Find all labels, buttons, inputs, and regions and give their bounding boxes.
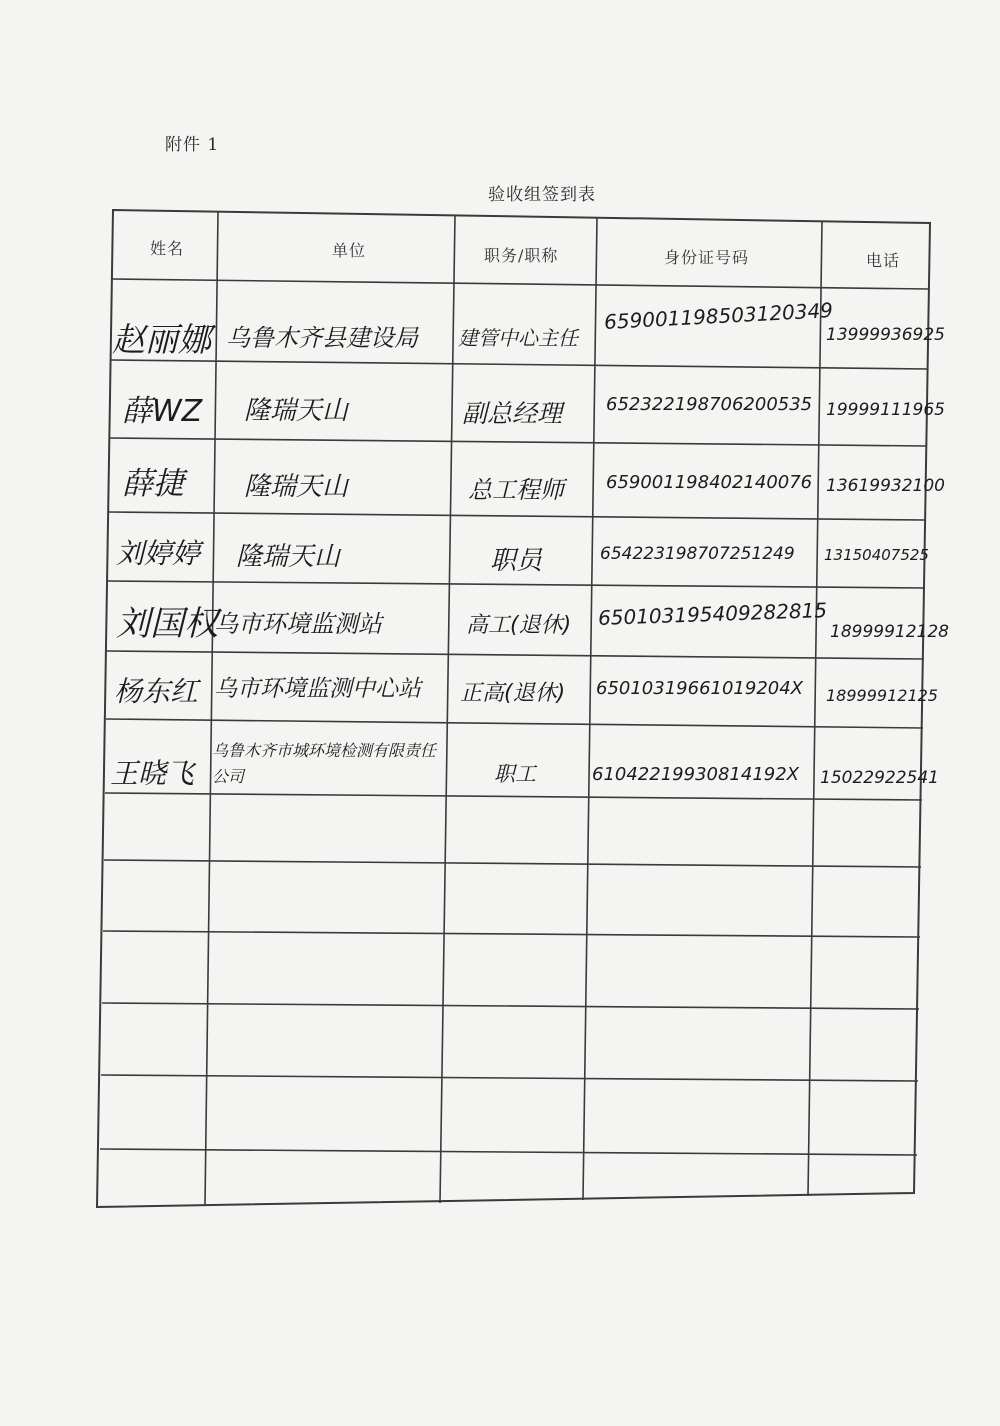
position-cell: 高工(退休): [466, 613, 572, 638]
position-cell: 建管中心主任: [458, 326, 578, 350]
id-number-cell: 65010319661019204X: [596, 678, 804, 699]
phone-cell: 13619932100: [826, 476, 945, 496]
signature-name: 王晓飞: [110, 757, 195, 790]
id-number-cell: 659001198503120349: [603, 298, 834, 334]
position-cell: 总工程师: [468, 476, 564, 504]
signature-name: 杨东红: [114, 675, 199, 708]
signature-name: 薛捷: [122, 466, 184, 502]
phone-cell: 15022922541: [820, 768, 939, 788]
phone-cell: 18999912128: [830, 622, 949, 642]
column-header-phone: 电话: [866, 251, 901, 270]
phone-cell: 13999936925: [826, 325, 945, 345]
signature-name: 刘婷婷: [116, 537, 201, 570]
column-header-name: 姓名: [150, 239, 185, 258]
id-number-cell: 61042219930814192X: [592, 764, 800, 785]
unit-cell: 乌市环境监测中心站: [214, 676, 421, 702]
phone-cell: 13150407525: [824, 546, 929, 564]
id-number-cell: 654223198707251249: [600, 544, 795, 564]
column-header-unit: 单位: [332, 241, 367, 260]
position-cell: 副总经理: [462, 399, 563, 428]
signature-name: 刘国权: [116, 604, 218, 644]
signature-name: 薛WZ: [122, 394, 203, 429]
position-cell: 职员: [490, 546, 543, 576]
id-number-cell: 652322198706200535: [606, 394, 813, 415]
id-number-cell: 650103195409282815: [597, 598, 828, 630]
unit-cell: 乌鲁木齐市城环境检测有限责任公司: [212, 741, 437, 786]
column-header-id-number: 身份证号码: [664, 248, 750, 267]
unit-cell: 隆瑞天山: [244, 472, 349, 502]
unit-cell: 乌鲁木齐县建设局: [226, 324, 418, 352]
unit-cell: 隆瑞天山: [244, 396, 349, 426]
position-cell: 职工: [494, 762, 536, 786]
column-header-position: 职务/职称: [484, 246, 559, 265]
attachment-label: 附件 1: [165, 135, 220, 155]
phone-cell: 18999912125: [826, 686, 938, 705]
phone-cell: 19999111965: [826, 400, 945, 420]
id-number-cell: 659001198402140076: [606, 472, 813, 493]
form-title: 验收组签到表: [488, 185, 596, 205]
unit-cell: 乌市环境监测站: [214, 610, 382, 638]
signature-name: 赵丽娜: [112, 320, 211, 359]
position-cell: 正高(退休): [460, 681, 566, 706]
unit-cell: 隆瑞天山: [236, 542, 341, 572]
